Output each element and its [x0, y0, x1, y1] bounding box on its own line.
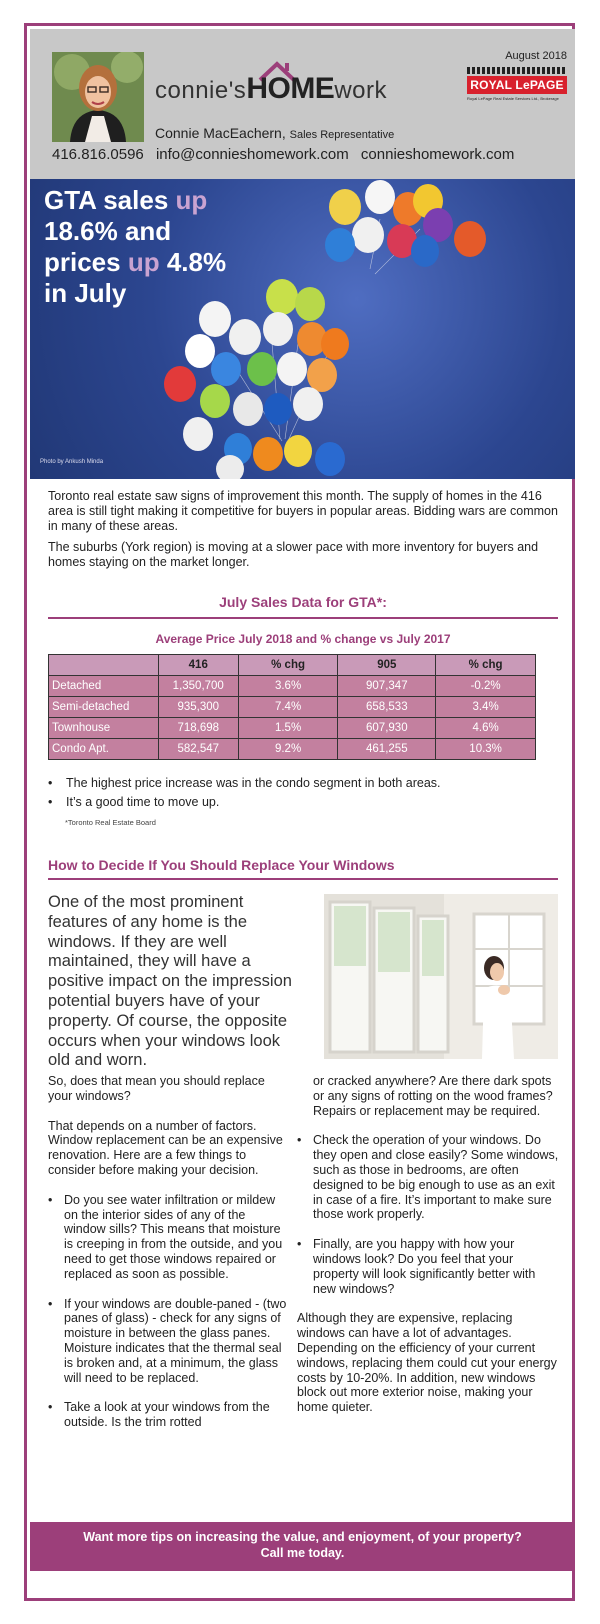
section-divider — [48, 617, 558, 619]
headline-text: in July — [44, 278, 127, 308]
article-paragraph: That depends on a number of factors. Window replacement can be an expensive renovation. Here are a few things to consider before making your decision. — [48, 1118, 283, 1177]
contact-line — [52, 146, 522, 163]
agent-photo — [52, 52, 144, 142]
sales-section-title: July Sales Data for GTA*: — [219, 594, 387, 610]
table-cell: 607,930 — [338, 718, 436, 739]
bullet-text: The highest price increase was in the condo segment in both areas. — [66, 776, 441, 790]
royal-lepage-logo — [467, 67, 567, 107]
bullet-icon: • — [48, 1296, 53, 1311]
headline-highlight: up — [127, 247, 160, 277]
table-cell: 1,350,700 — [158, 676, 238, 697]
bullet-text: Check the operation of your windows. Do they open and close easily? Some windows, such as those in bedrooms, are often designed to be big enough to use as an exit in case of a fire. It’s important to make sure those work properly. — [313, 1133, 559, 1222]
bullet-icon: • — [48, 776, 53, 790]
photo-credit: Photo by Ankush Minda — [40, 459, 104, 465]
list-item — [297, 1237, 559, 1296]
table-cell: 9.2% — [238, 739, 338, 760]
sales-bullets — [48, 774, 558, 812]
list-item — [48, 1193, 288, 1282]
email-link[interactable]: info@connieshomework.com — [155, 146, 349, 163]
table-row — [49, 697, 536, 718]
table-cell: 3.4% — [436, 697, 536, 718]
article-paragraph: So, does that mean you should replace your windows? — [48, 1074, 265, 1103]
bullet-icon: • — [48, 795, 53, 809]
sales-table — [48, 654, 536, 760]
bullet-icon: • — [297, 1133, 302, 1148]
article-closing: Although they are expensive, replacing windows can have a lot of advantages. Depending on the efficiency of your current windows, replacing them could cut your energy costs by 10-20%. In addition, new windows block out more exterior noise, making your home quieter. — [297, 1311, 557, 1415]
table-cell: 935,300 — [158, 697, 238, 718]
bullet-icon: • — [48, 1400, 53, 1415]
bullet-text: Finally, are you happy with how your windows look? Do you feel that your property will look significantly better with new windows? — [313, 1237, 536, 1296]
cta-line: Call me today. — [260, 1546, 345, 1560]
table-cell: 907,347 — [338, 676, 436, 697]
connies-homework-logo — [155, 64, 435, 124]
logo-text-work: work — [334, 77, 387, 104]
header — [30, 29, 575, 179]
logo-text-home: HOME — [246, 72, 335, 105]
column-header: 905 — [338, 655, 436, 676]
newsletter-frame — [24, 23, 575, 1601]
headline-text: 18.6% and — [44, 216, 172, 246]
cta-line: Want more tips on increasing the value, and enjoyment, of your property? — [83, 1530, 522, 1544]
bullet-text: Take a look at your windows from the outside. Is the trim rotted — [64, 1400, 270, 1430]
table-cell: -0.2% — [436, 676, 536, 697]
list-item — [48, 1400, 288, 1430]
table-cell: 658,533 — [338, 697, 436, 718]
intro-paragraph: Toronto real estate saw signs of improvement this month. The supply of homes in the 416 area is still tight making it competitive for buyers in popular areas. Bidding wars are common in many of these areas. — [48, 489, 558, 533]
headline-text: prices — [44, 247, 128, 277]
headline-highlight: up — [175, 185, 208, 215]
table-row — [49, 718, 536, 739]
list-item — [48, 1297, 288, 1386]
table-cell: Semi-detached — [49, 697, 159, 718]
table-cell: Condo Apt. — [49, 739, 159, 760]
intro-paragraph: The suburbs (York region) is moving at a slower pace with more inventory for buyers and homes staying on the market longer. — [48, 540, 539, 569]
hero-headline — [44, 185, 226, 309]
bullet-icon: • — [48, 1192, 53, 1207]
table-cell: 10.3% — [436, 739, 536, 760]
table-cell: 3.6% — [238, 676, 338, 697]
bullet-text: If your windows are double-paned - (two panes of glass) - check for any signs of moisture in between the glass panes. Moisture indicates that the thermal seal is broken and, at a minimum, the glass will need to be replaced. — [64, 1296, 287, 1385]
table-row — [49, 676, 536, 697]
list-item — [297, 1133, 559, 1222]
column-header: 416 — [158, 655, 238, 676]
table-cell: 4.6% — [436, 718, 536, 739]
agent-line — [155, 125, 394, 141]
table-cell: 461,255 — [338, 739, 436, 760]
table-header-row — [49, 655, 536, 676]
logo-stripe — [467, 67, 567, 74]
table-cell: Townhouse — [49, 718, 159, 739]
table-cell: Detached — [49, 676, 159, 697]
sales-table-title: Average Price July 2018 and % change vs July 2017 — [155, 632, 451, 646]
list-item — [48, 793, 558, 812]
bullet-text: It’s a good time to move up. — [66, 795, 220, 809]
source-note: *Toronto Real Estate Board — [65, 818, 156, 827]
table-cell: 582,547 — [158, 739, 238, 760]
headline-text: GTA sales — [44, 185, 176, 215]
column-header: % chg — [436, 655, 536, 676]
brokerage-subtitle: Royal LePage Real Estate Services Ltd., Brokerage — [467, 96, 559, 101]
column-header — [49, 655, 159, 676]
article-lead: One of the most prominent features of any home is the windows. If they are well maintained, they will have a positive impact on the impression potential buyers have of your property. Of course, the opposite occurs when your windows look old and worn. — [48, 893, 292, 1070]
list-item — [48, 774, 558, 793]
bullet-text: Do you see water infiltration or mildew on the interior sides of any of the window sills? This means that moisture is creeping in from the outside, and you need to get those windows repaired or replaced as soon as possible. — [64, 1192, 283, 1281]
agent-name: Connie MacEachern, — [155, 125, 286, 141]
column-header: % chg — [238, 655, 338, 676]
headline-text: 4.8% — [159, 247, 227, 277]
table-row — [49, 739, 536, 760]
window-photo — [324, 894, 558, 1059]
bullet-icon: • — [297, 1237, 302, 1252]
agent-title: Sales Representative — [289, 129, 395, 141]
article-column-left — [48, 1074, 288, 1445]
brokerage-logo-text: ROYAL LePAGE — [467, 76, 567, 94]
section-divider — [48, 878, 558, 880]
logo-text-connies: connie's — [155, 77, 247, 104]
bullet-continued: or cracked anywhere? Are there dark spots or any signs of rotting on the wood frames? Repairs or replacement may be required. — [313, 1074, 553, 1118]
windows-section-title: How to Decide If You Should Replace Your Windows — [48, 857, 395, 873]
website-link[interactable]: connieshomework.com — [360, 146, 515, 163]
phone-number[interactable]: 416.816.0596 — [52, 146, 144, 163]
issue-date: August 2018 — [505, 50, 567, 62]
cta-footer — [30, 1522, 575, 1571]
hero-banner — [30, 179, 575, 479]
table-cell: 1.5% — [238, 718, 338, 739]
table-cell: 718,698 — [158, 718, 238, 739]
article-column-right — [297, 1074, 559, 1430]
table-cell: 7.4% — [238, 697, 338, 718]
market-report — [48, 489, 558, 880]
